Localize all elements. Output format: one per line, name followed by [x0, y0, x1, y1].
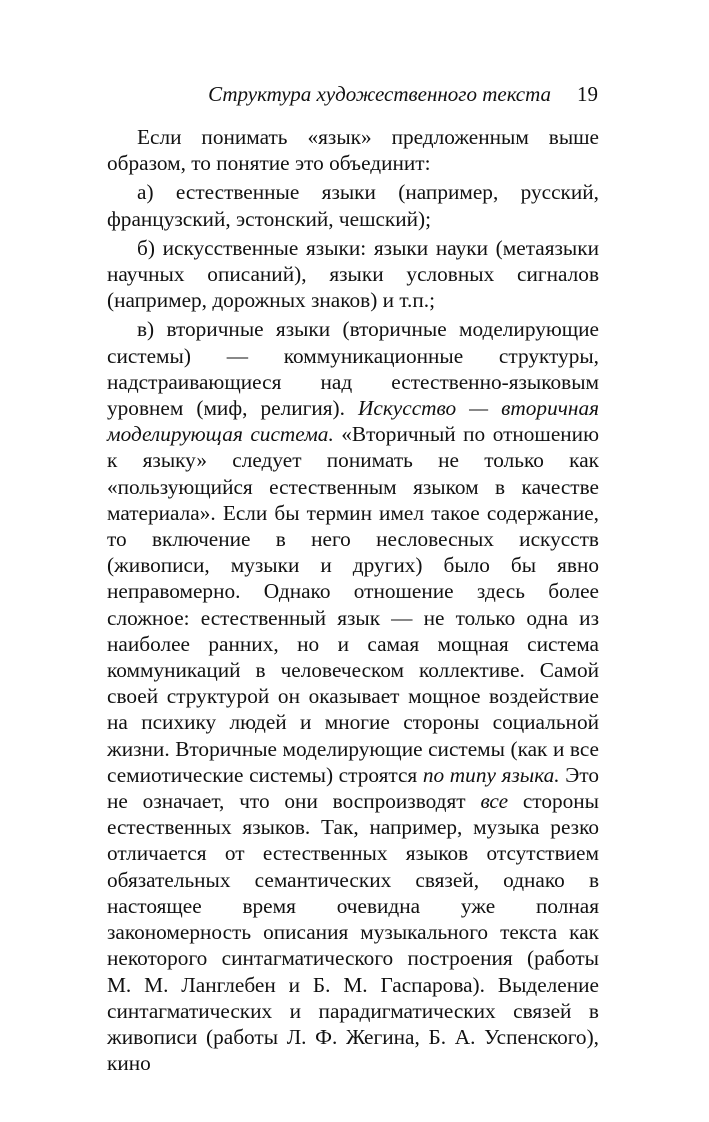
running-title: Структура художественного текста — [208, 82, 551, 106]
running-head — [108, 82, 598, 112]
list-item-secondary-languages — [107, 316, 599, 1076]
text-run: Это не означает, что они воспроизводят — [107, 762, 600, 814]
list-item-artificial-languages: б) искусственные языки: языки науки (метаязыки научных описаний), языки условных сигналов (например, дорожных знаков) и т.п.; — [107, 235, 599, 313]
list-item-natural-languages: а) естественные языки (например, русский, французский, эстонский, чешский); — [107, 180, 599, 231]
text-run: «Вторичный по отношению к языку» следует понимать не только как «пользующийся естественным языком в качестве материала». Если бы термин имел такое содержание, то включение в него несловесных искусств (живописи, музыки и других) было бы явно неправомерно. Однако отношение здесь более сложное: естественный язык — не только одна из наиболее ранних, но и самая мощная система коммуникаций в человеческом коллективе. Самой своей структурой он оказывает мощное воздействие на психику людей и многие стороны социальной жизни. Вторичные моделирующие системы (как и все семиотические системы) строятся — [107, 422, 599, 787]
emphasis-art-definition: Искусство — вторичная моделирующая система. — [107, 396, 599, 447]
text-run: стороны естественных языков. Так, например, музыка резко отличается от естественных языков отсутствием обязательных семантических связей, однако в настоящее время очевидна уже полная закономерность описания музыкального текста как некоторого синтагматического построения (работы М. М. Ланглебен и Б. М. Гаспарова). Выделение синтагматических и парадигматических связей в живописи (работы Л. Ф. Жегина, Б. А. Успенского), кино — [107, 789, 599, 1076]
text-run: в) вторичные языки (вторичные моделирующие системы) — коммуникационные структуры, надстраивающиеся над естественно-языковым уровнем (миф, религия). — [107, 317, 599, 421]
page-number: 19 — [577, 82, 598, 106]
body-text — [107, 124, 599, 1076]
paragraph-intro: Если понимать «язык» предложенным выше образом, то понятие это объединит: — [107, 125, 599, 176]
emphasis-all: все — [480, 789, 509, 814]
emphasis-language-type: по типу языка. — [422, 762, 560, 787]
